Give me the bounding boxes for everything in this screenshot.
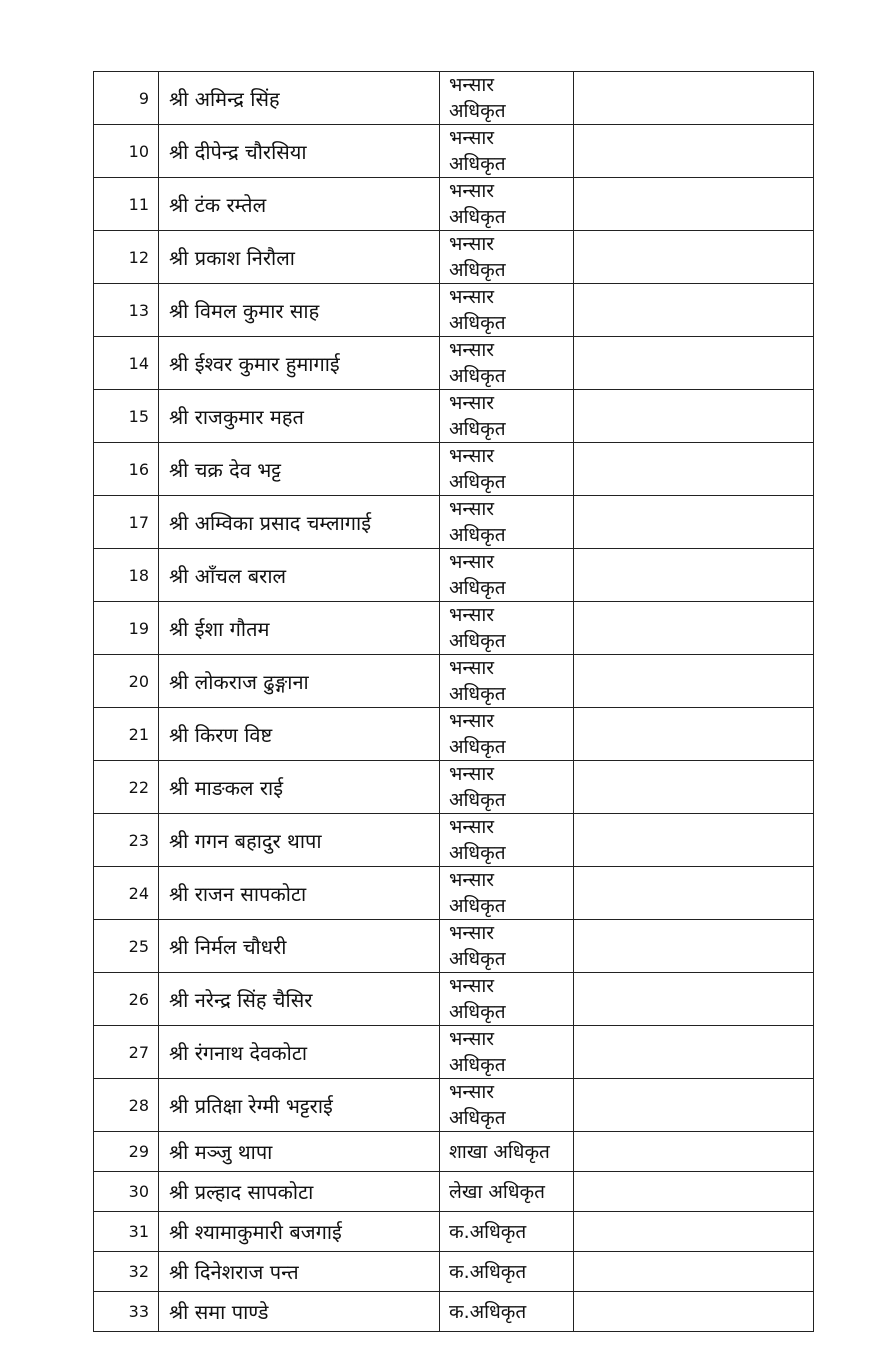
serial-number-cell: 23 — [94, 814, 159, 867]
serial-number-cell: 32 — [94, 1252, 159, 1292]
remarks-cell — [574, 443, 814, 496]
designation-text: भन्सार — [449, 816, 495, 838]
officer-name-cell: श्री माङकल राई — [159, 761, 440, 814]
remarks-cell — [574, 496, 814, 549]
remarks-cell — [574, 1212, 814, 1252]
designation-cell — [440, 1212, 574, 1252]
designation-text: अधिकृत — [449, 630, 506, 652]
table-row — [94, 708, 814, 761]
remarks-cell — [574, 1172, 814, 1212]
table-row — [94, 1026, 814, 1079]
table-row — [94, 814, 814, 867]
officer-name-cell: श्री श्यामाकुमारी बजगाई — [159, 1212, 440, 1252]
serial-number-cell: 16 — [94, 443, 159, 496]
designation-text: भन्सार — [449, 180, 495, 202]
designation-cell — [440, 602, 574, 655]
table-row — [94, 1079, 814, 1132]
officer-name-cell: श्री प्रल्हाद सापकोटा — [159, 1172, 440, 1212]
remarks-cell — [574, 602, 814, 655]
designation-text: अधिकृत — [449, 948, 506, 970]
table-row — [94, 178, 814, 231]
designation-text: अधिकृत — [449, 895, 506, 917]
serial-number-cell: 31 — [94, 1212, 159, 1252]
remarks-cell — [574, 814, 814, 867]
designation-text: अधिकृत — [449, 789, 506, 811]
table-row — [94, 867, 814, 920]
remarks-cell — [574, 125, 814, 178]
table-row — [94, 125, 814, 178]
designation-text: क.अधिकृत — [449, 1300, 527, 1323]
designation-text: भन्सार — [449, 445, 495, 467]
officer-name-cell: श्री लोकराज ढुङ्गाना — [159, 655, 440, 708]
designation-cell — [440, 231, 574, 284]
table-row — [94, 761, 814, 814]
designation-text: भन्सार — [449, 498, 495, 520]
officer-name-cell: श्री ईश्वर कुमार हुमागाई — [159, 337, 440, 390]
officer-name-cell: श्री निर्मल चौधरी — [159, 920, 440, 973]
remarks-cell — [574, 178, 814, 231]
table-row — [94, 496, 814, 549]
table-row — [94, 231, 814, 284]
designation-text: भन्सार — [449, 922, 495, 944]
officer-name-cell: श्री अम्विका प्रसाद चम्लागाई — [159, 496, 440, 549]
officer-name-cell: श्री राजकुमार महत — [159, 390, 440, 443]
designation-text: अधिकृत — [449, 1107, 506, 1129]
officer-name-cell: श्री दीपेन्द्र चौरसिया — [159, 125, 440, 178]
remarks-cell — [574, 549, 814, 602]
table-row — [94, 443, 814, 496]
remarks-cell — [574, 337, 814, 390]
designation-text: अधिकृत — [449, 736, 506, 758]
designation-text: भन्सार — [449, 286, 495, 308]
remarks-cell — [574, 231, 814, 284]
designation-cell — [440, 125, 574, 178]
officer-name-cell: श्री विमल कुमार साह — [159, 284, 440, 337]
serial-number-cell: 28 — [94, 1079, 159, 1132]
officer-name-cell: श्री नरेन्द्र सिंह चैसिर — [159, 973, 440, 1026]
serial-number-cell: 20 — [94, 655, 159, 708]
remarks-cell — [574, 72, 814, 125]
serial-number-cell: 15 — [94, 390, 159, 443]
remarks-cell — [574, 1292, 814, 1332]
designation-text: अधिकृत — [449, 153, 506, 175]
designation-text: भन्सार — [449, 657, 495, 679]
designation-text: अधिकृत — [449, 842, 506, 864]
designation-text: भन्सार — [449, 604, 495, 626]
designation-text: अधिकृत — [449, 471, 506, 493]
designation-cell — [440, 1079, 574, 1132]
designation-text: शाखा अधिकृत — [449, 1140, 550, 1163]
officer-roster-table — [93, 71, 814, 1332]
serial-number-cell: 19 — [94, 602, 159, 655]
designation-text: अधिकृत — [449, 312, 506, 334]
designation-cell — [440, 867, 574, 920]
remarks-cell — [574, 390, 814, 443]
remarks-cell — [574, 973, 814, 1026]
serial-number-cell: 22 — [94, 761, 159, 814]
table-row — [94, 655, 814, 708]
officer-name-cell: श्री दिनेशराज पन्त — [159, 1252, 440, 1292]
officer-name-cell: श्री चक्र देव भट्ट — [159, 443, 440, 496]
designation-text: भन्सार — [449, 127, 495, 149]
remarks-cell — [574, 920, 814, 973]
table-row — [94, 1132, 814, 1172]
serial-number-cell: 24 — [94, 867, 159, 920]
serial-number-cell: 13 — [94, 284, 159, 337]
officer-name-cell: श्री आँचल बराल — [159, 549, 440, 602]
designation-text: भन्सार — [449, 392, 495, 414]
designation-text: भन्सार — [449, 339, 495, 361]
officer-name-cell: श्री राजन सापकोटा — [159, 867, 440, 920]
designation-text: भन्सार — [449, 74, 495, 96]
serial-number-cell: 26 — [94, 973, 159, 1026]
designation-text: अधिकृत — [449, 683, 506, 705]
officer-name-cell: श्री प्रतिक्षा रेग्मी भट्टराई — [159, 1079, 440, 1132]
remarks-cell — [574, 1026, 814, 1079]
designation-text: क.अधिकृत — [449, 1260, 527, 1283]
designation-cell — [440, 496, 574, 549]
designation-text: भन्सार — [449, 763, 495, 785]
table-row — [94, 1212, 814, 1252]
table-row — [94, 284, 814, 337]
table-row — [94, 549, 814, 602]
designation-text: अधिकृत — [449, 577, 506, 599]
table-row — [94, 72, 814, 125]
designation-cell — [440, 761, 574, 814]
remarks-cell — [574, 867, 814, 920]
officer-name-cell: श्री ईशा गौतम — [159, 602, 440, 655]
serial-number-cell: 25 — [94, 920, 159, 973]
designation-cell — [440, 814, 574, 867]
designation-text: अधिकृत — [449, 206, 506, 228]
designation-cell — [440, 1252, 574, 1292]
designation-cell — [440, 655, 574, 708]
designation-cell — [440, 337, 574, 390]
officer-name-cell: श्री टंक रम्तेल — [159, 178, 440, 231]
designation-text: अधिकृत — [449, 418, 506, 440]
designation-text: लेखा अधिकृत — [449, 1180, 545, 1203]
remarks-cell — [574, 655, 814, 708]
designation-cell — [440, 1026, 574, 1079]
serial-number-cell: 33 — [94, 1292, 159, 1332]
designation-text: भन्सार — [449, 975, 495, 997]
designation-cell — [440, 708, 574, 761]
officer-name-cell: श्री प्रकाश निरौला — [159, 231, 440, 284]
officer-name-cell: श्री गगन बहादुर थापा — [159, 814, 440, 867]
officer-name-cell: श्री अमिन्द्र सिंह — [159, 72, 440, 125]
designation-text: अधिकृत — [449, 1001, 506, 1023]
designation-text: भन्सार — [449, 551, 495, 573]
officer-name-cell: श्री रंगनाथ देवकोटा — [159, 1026, 440, 1079]
table-row — [94, 1292, 814, 1332]
designation-text: भन्सार — [449, 869, 495, 891]
designation-cell — [440, 973, 574, 1026]
officer-name-cell: श्री किरण विष्ट — [159, 708, 440, 761]
designation-cell — [440, 72, 574, 125]
designation-cell — [440, 1132, 574, 1172]
table-row — [94, 1252, 814, 1292]
designation-text: भन्सार — [449, 1081, 495, 1103]
remarks-cell — [574, 1079, 814, 1132]
serial-number-cell: 11 — [94, 178, 159, 231]
designation-cell — [440, 1292, 574, 1332]
table-row — [94, 602, 814, 655]
designation-cell — [440, 920, 574, 973]
table-row — [94, 390, 814, 443]
table-row — [94, 973, 814, 1026]
remarks-cell — [574, 284, 814, 337]
officer-name-cell: श्री मञ्जु थापा — [159, 1132, 440, 1172]
designation-text: भन्सार — [449, 1028, 495, 1050]
table-row — [94, 920, 814, 973]
designation-text: अधिकृत — [449, 100, 506, 122]
designation-cell — [440, 178, 574, 231]
serial-number-cell: 27 — [94, 1026, 159, 1079]
serial-number-cell: 30 — [94, 1172, 159, 1212]
designation-text: भन्सार — [449, 233, 495, 255]
officer-name-cell: श्री समा पाण्डे — [159, 1292, 440, 1332]
serial-number-cell: 10 — [94, 125, 159, 178]
designation-cell — [440, 390, 574, 443]
designation-cell — [440, 443, 574, 496]
designation-cell — [440, 1172, 574, 1212]
designation-text: भन्सार — [449, 710, 495, 732]
table-row — [94, 1172, 814, 1212]
remarks-cell — [574, 708, 814, 761]
designation-text: अधिकृत — [449, 259, 506, 281]
serial-number-cell: 29 — [94, 1132, 159, 1172]
designation-text: अधिकृत — [449, 524, 506, 546]
designation-text: अधिकृत — [449, 365, 506, 387]
table-row — [94, 337, 814, 390]
roster-table-body — [94, 72, 814, 1332]
designation-cell — [440, 284, 574, 337]
serial-number-cell: 12 — [94, 231, 159, 284]
designation-text: क.अधिकृत — [449, 1220, 527, 1243]
remarks-cell — [574, 1252, 814, 1292]
serial-number-cell: 21 — [94, 708, 159, 761]
remarks-cell — [574, 1132, 814, 1172]
designation-cell — [440, 549, 574, 602]
serial-number-cell: 18 — [94, 549, 159, 602]
serial-number-cell: 17 — [94, 496, 159, 549]
designation-text: अधिकृत — [449, 1054, 506, 1076]
serial-number-cell: 14 — [94, 337, 159, 390]
remarks-cell — [574, 761, 814, 814]
serial-number-cell: 9 — [94, 72, 159, 125]
